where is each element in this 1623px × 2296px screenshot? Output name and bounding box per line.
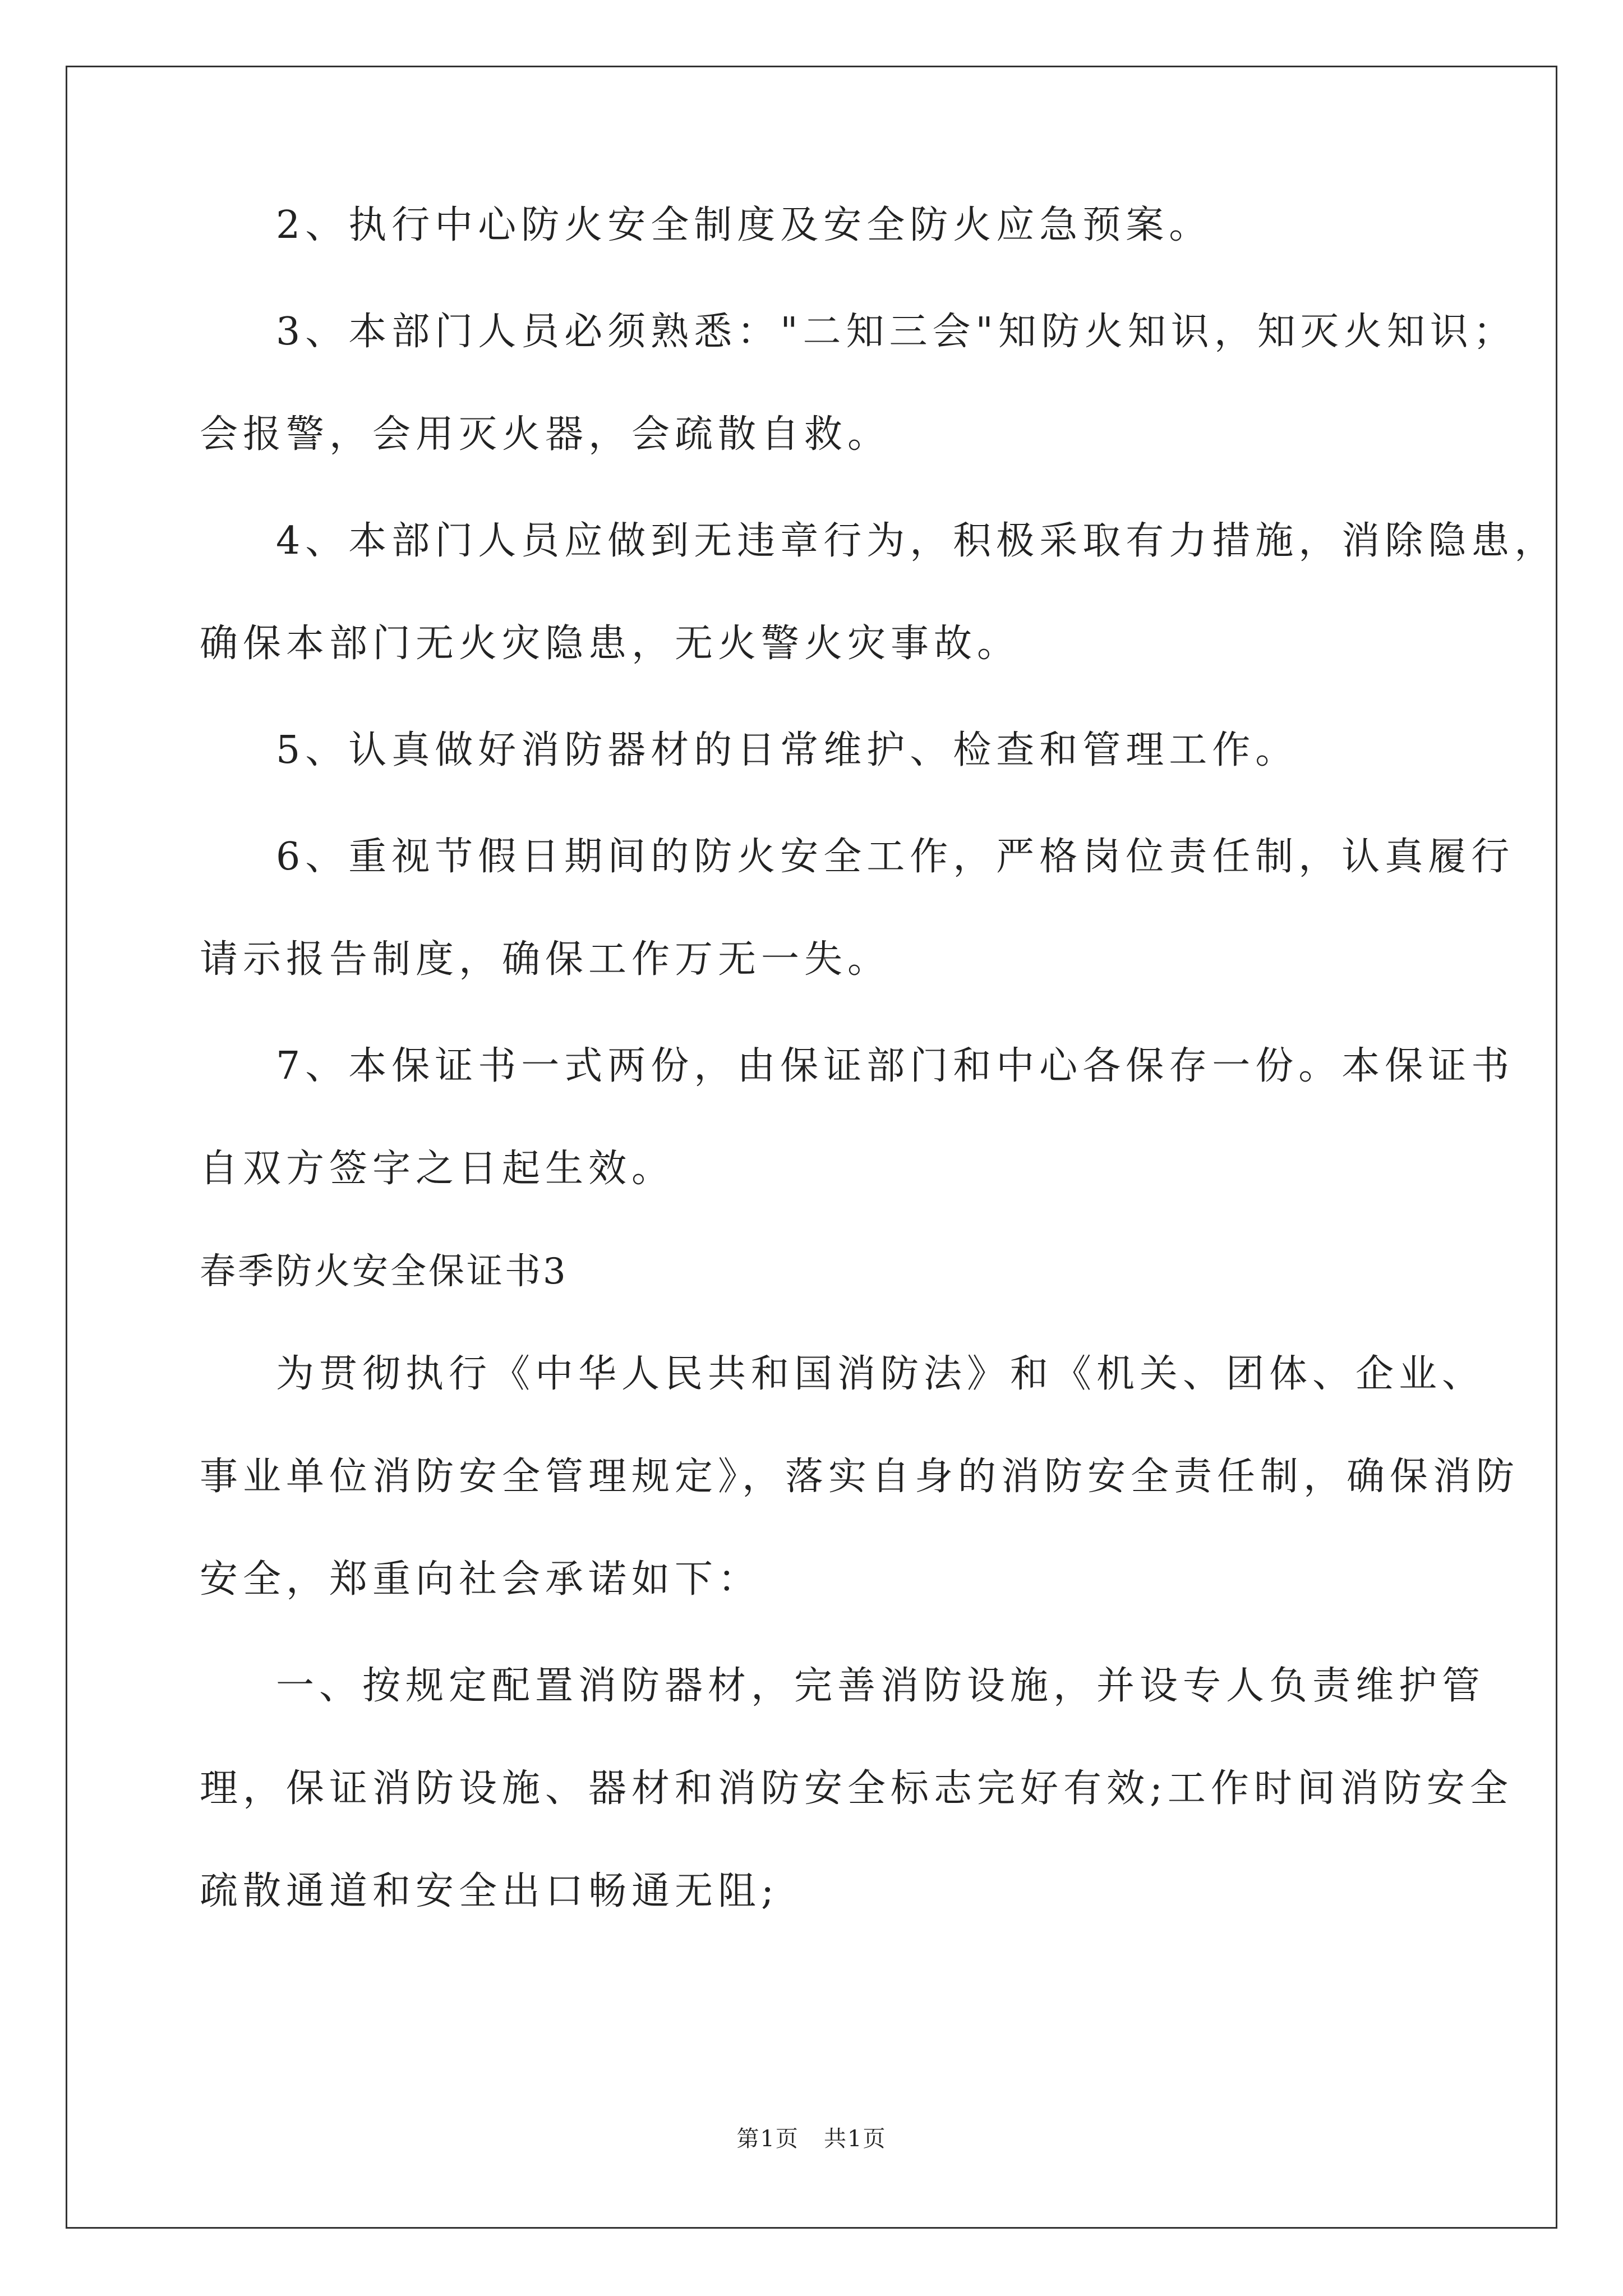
- commitment-one-line-3: 疏散通道和安全出口畅通无阻;: [200, 1869, 779, 1913]
- paragraph-item-4-line-1: 4、本部门人员应做到无违章行为，积极采取有力措施，消除隐患，: [276, 519, 1558, 563]
- paragraph-item-3-line-2: 会报警，会用灭火器，会疏散自救。: [200, 412, 891, 457]
- paragraph-item-5: 5、认真做好消防器材的日常维护、检查和管理工作。: [276, 728, 1299, 772]
- commitment-one-line-2: 理，保证消防设施、器材和消防安全标志完好有效;工作时间消防安全: [200, 1766, 1513, 1811]
- intro-paragraph-line-3: 安全，郑重向社会承诺如下：: [200, 1557, 762, 1602]
- paragraph-item-6-line-2: 请示报告制度，确保工作万无一失。: [200, 937, 891, 982]
- commitment-one-line-1: 一、按规定配置消防器材，完善消防设施，并设专人负责维护管: [276, 1664, 1486, 1708]
- paragraph-item-7-line-1: 7、本保证书一式两份，由保证部门和中心各保存一份。本保证书: [276, 1044, 1515, 1088]
- paragraph-item-7-line-2: 自双方签字之日起生效。: [200, 1147, 675, 1191]
- page-number-footer: 第1页 共1页: [736, 2126, 887, 2152]
- paragraph-item-6-line-1: 6、重视节假日期间的防火安全工作，严格岗位责任制，认真履行: [276, 835, 1515, 879]
- paragraph-item-2: 2、执行中心防火安全制度及安全防火应急预案。: [276, 203, 1212, 247]
- paragraph-item-4-line-2: 确保本部门无火灾隐患，无火警火灾事故。: [200, 622, 1021, 666]
- paragraph-item-3-line-1: 3、本部门人员必须熟悉："二知三会"知防火知识，知灭火知识；: [276, 310, 1516, 354]
- document-body: [200, 199, 1558, 1918]
- section-heading: 春季防火安全保证书3: [200, 1251, 568, 1292]
- intro-paragraph-line-1: 为贯彻执行《中华人民共和国消防法》和《机关、团体、企业、: [276, 1352, 1486, 1396]
- intro-paragraph-line-2: 事业单位消防安全管理规定》，落实自身的消防安全责任制，确保消防: [200, 1455, 1520, 1499]
